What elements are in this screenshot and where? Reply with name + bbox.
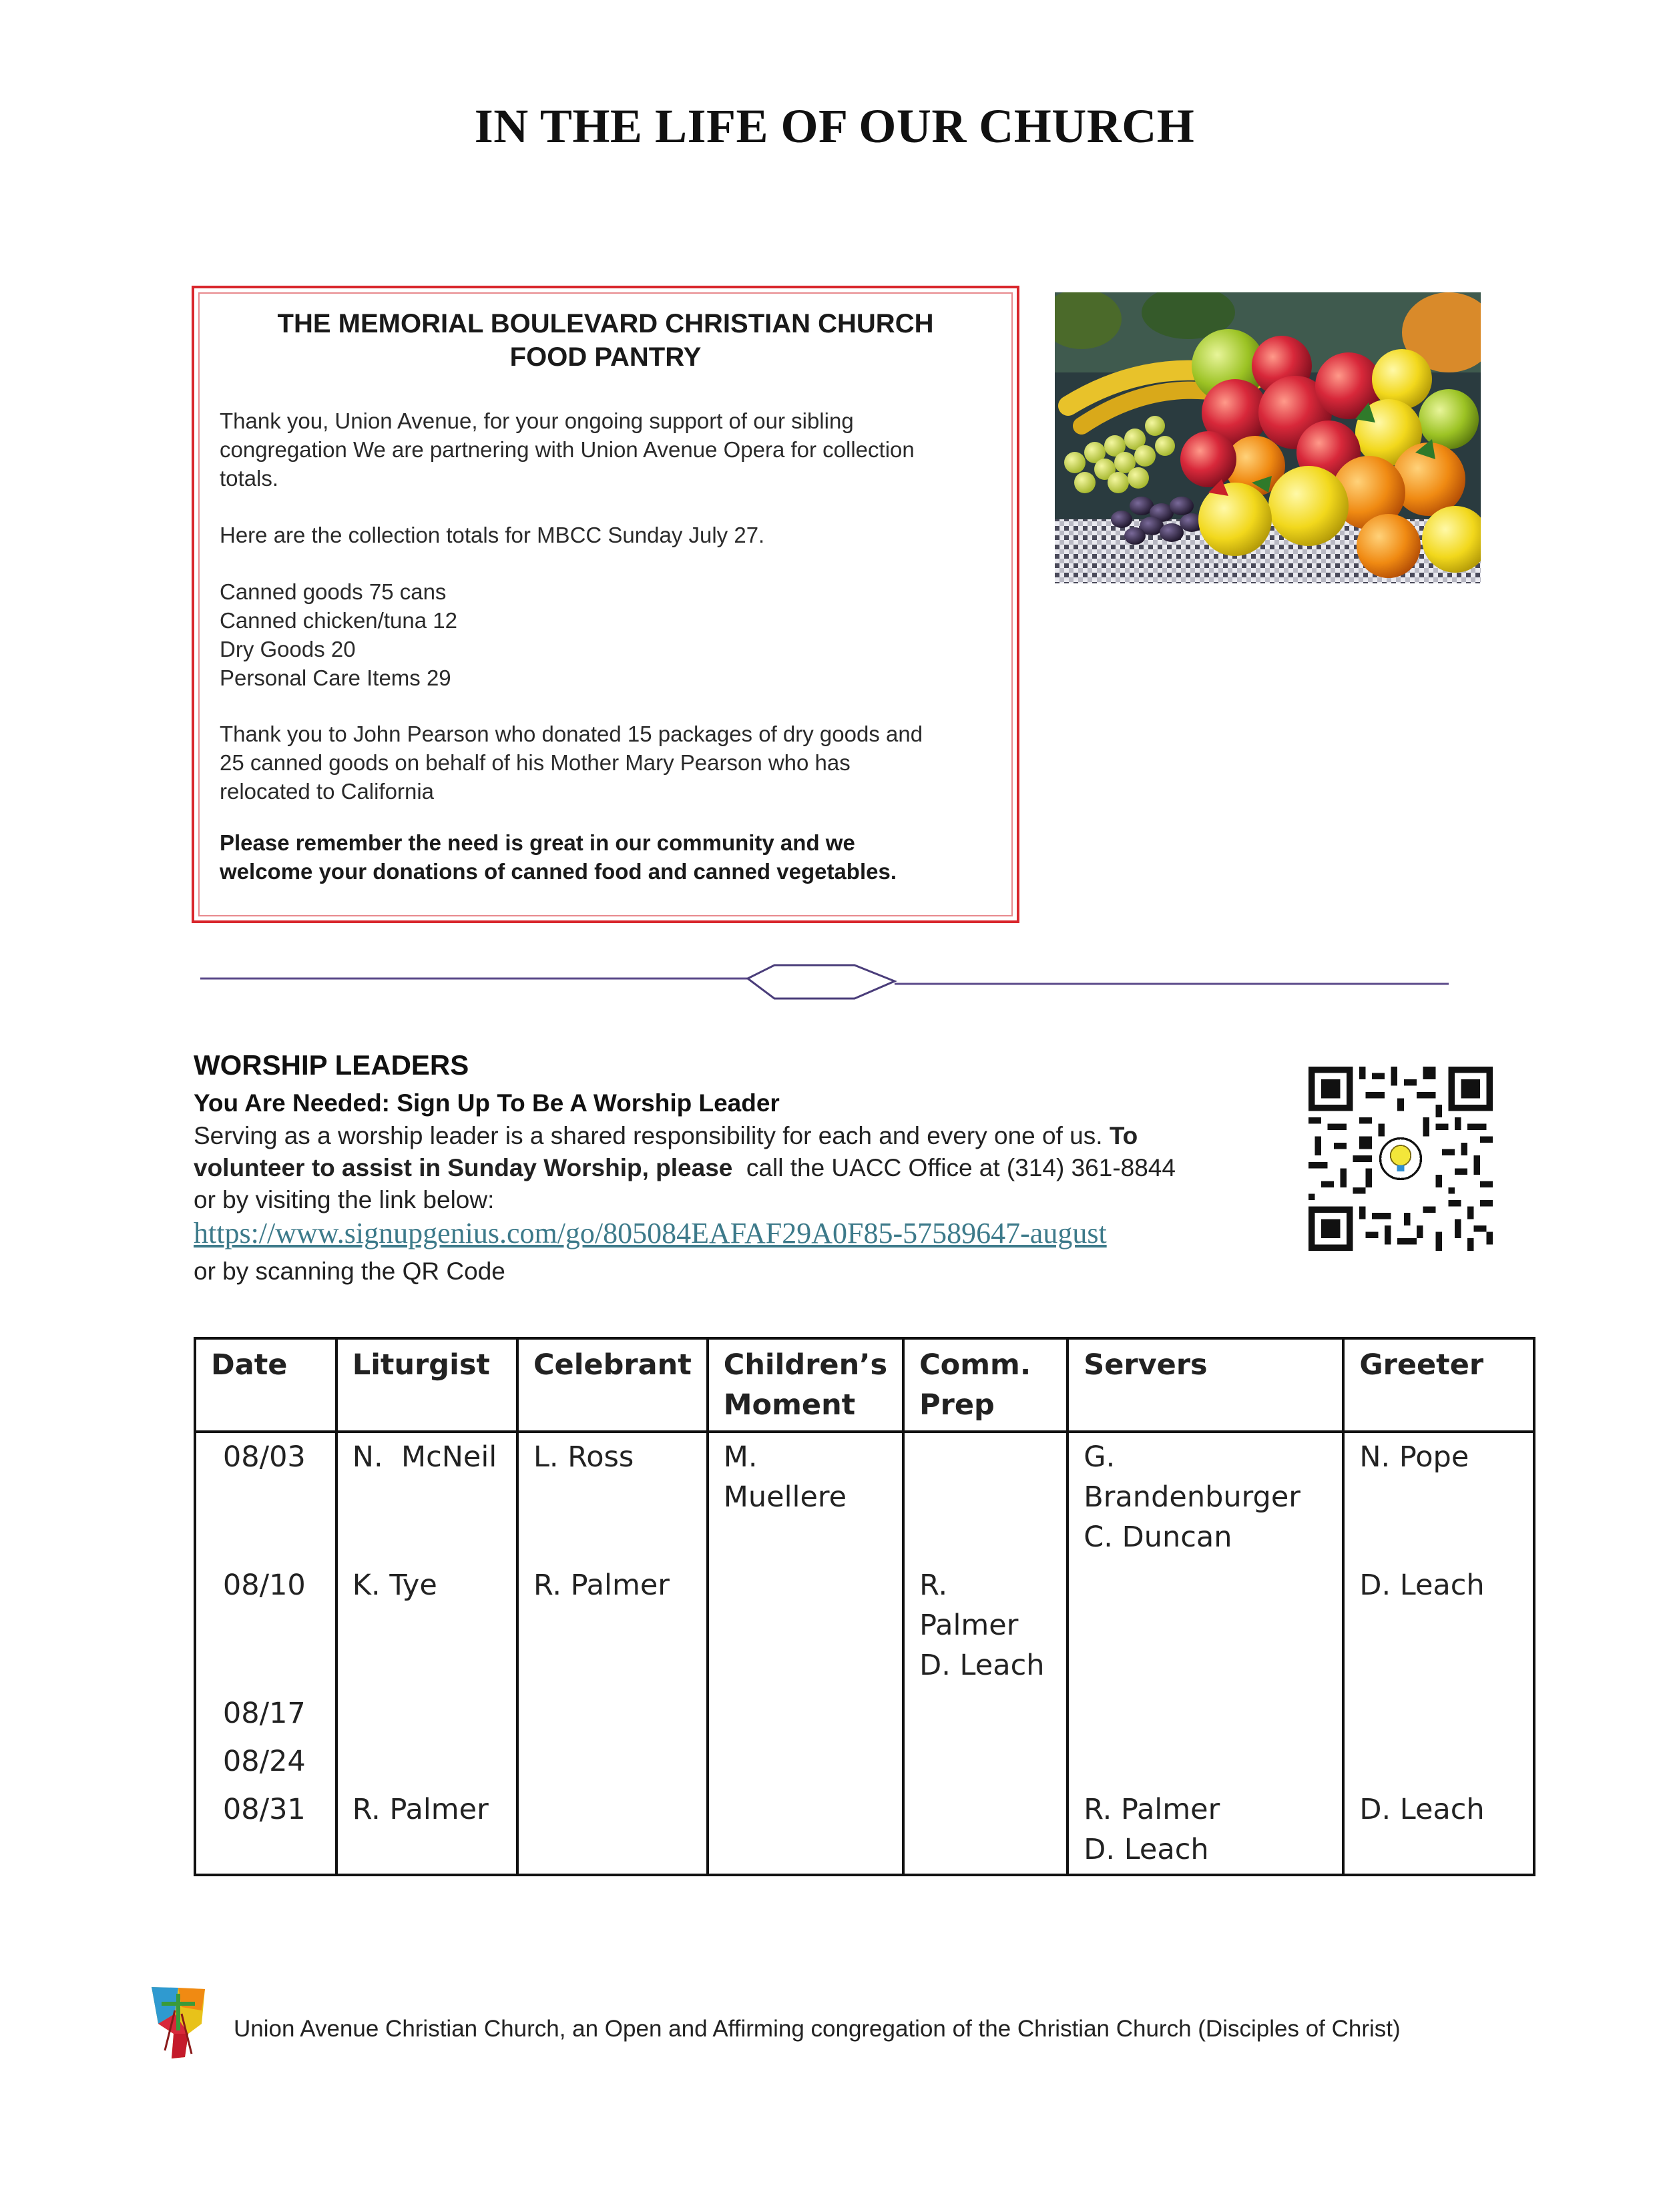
food-pantry-title-line1: THE MEMORIAL BOULEVARD CHRISTIAN CHURCH xyxy=(277,309,934,338)
cell-servers xyxy=(1067,1785,1343,1875)
cell-liturgist: N. McNeil xyxy=(336,1432,517,1561)
pantry-thanks-line: totals. xyxy=(220,466,279,491)
intro-line xyxy=(194,1152,1302,1184)
cell-celebrant: L. Ross xyxy=(517,1432,708,1561)
cell-celebrant: R. Palmer xyxy=(517,1561,708,1689)
cell-date: 08/03 xyxy=(195,1432,336,1561)
cell-text: R. Palmer xyxy=(919,1569,1019,1642)
cell-celebrant xyxy=(517,1689,708,1737)
header-servers: Servers xyxy=(1067,1338,1343,1432)
worship-schedule-table xyxy=(194,1337,1535,1876)
intro-plain-text: Serving as a worship leader is a shared responsibility for each and every one of us. xyxy=(194,1122,1110,1149)
schedule-header-row xyxy=(195,1338,1534,1432)
fruit-basket-photo xyxy=(1055,292,1481,583)
cell-servers xyxy=(1067,1689,1343,1737)
cell-date: 08/17 xyxy=(195,1689,336,1737)
pantry-total-item: Personal Care Items 29 xyxy=(220,665,451,690)
page-title: IN THE LIFE OF OUR CHURCH xyxy=(474,99,1195,153)
church-logo xyxy=(148,1984,208,2060)
footer-text: Union Avenue Christian Church, an Open and Affirming congregation of the Christian Church (Disciples of Christ) xyxy=(234,2016,1401,2042)
cell-comm-prep xyxy=(903,1561,1067,1689)
table-row xyxy=(195,1689,1534,1737)
cell-childrens-moment xyxy=(708,1785,903,1875)
cell-servers xyxy=(1067,1432,1343,1561)
cell-comm-prep xyxy=(903,1785,1067,1875)
header-date: Date xyxy=(195,1338,336,1432)
worship-leaders-heading: WORSHIP LEADERS xyxy=(194,1049,469,1081)
header-text: Children’s xyxy=(723,1348,888,1382)
cell-greeter xyxy=(1343,1737,1534,1785)
cell-date: 08/10 xyxy=(195,1561,336,1689)
cell-childrens-moment: M. Muellere xyxy=(708,1432,903,1561)
header-comm-prep xyxy=(903,1338,1067,1432)
cell-text: D. Leach xyxy=(1084,1833,1209,1866)
cell-greeter xyxy=(1343,1689,1534,1737)
cell-comm-prep xyxy=(903,1737,1067,1785)
cell-date: 08/31 xyxy=(195,1785,336,1875)
header-childrens-moment xyxy=(708,1338,903,1432)
pantry-thanks-line: congregation We are partnering with Union Avenue Opera for collection xyxy=(220,437,915,462)
cell-text: G. Brandenburger xyxy=(1084,1440,1300,1514)
food-pantry-box xyxy=(192,286,1019,923)
pantry-reminder xyxy=(220,828,1001,886)
table-row xyxy=(195,1561,1534,1689)
pantry-donor-paragraph xyxy=(220,720,1001,806)
cell-childrens-moment xyxy=(708,1689,903,1737)
pantry-totals-list xyxy=(220,577,1001,692)
intro-bold-text: volunteer to assist in Sunday Worship, please xyxy=(194,1154,733,1181)
cell-liturgist xyxy=(336,1737,517,1785)
cell-liturgist xyxy=(336,1689,517,1737)
intro-line xyxy=(194,1120,1302,1152)
pantry-totals-intro: Here are the collection totals for MBCC Sunday July 27. xyxy=(220,523,765,547)
pantry-total-item: Canned chicken/tuna 12 xyxy=(220,608,457,633)
qr-instruction: or by scanning the QR Code xyxy=(194,1258,505,1285)
worship-leaders-subheading: You Are Needed: Sign Up To Be A Worship Leader xyxy=(194,1089,780,1117)
signup-link[interactable]: https://www.signupgenius.com/go/805084EAFAF29A0F85-57589647-august xyxy=(194,1217,1107,1250)
intro-visit-text: or by visiting the link below: xyxy=(194,1186,495,1213)
cell-liturgist: R. Palmer xyxy=(336,1785,517,1875)
food-pantry-title-line2: FOOD PANTRY xyxy=(509,342,702,372)
cell-childrens-moment xyxy=(708,1737,903,1785)
table-row xyxy=(195,1737,1534,1785)
cell-date: 08/24 xyxy=(195,1737,336,1785)
cell-childrens-moment xyxy=(708,1561,903,1689)
food-pantry-title xyxy=(194,307,1017,374)
signup-qr-code[interactable] xyxy=(1308,1067,1493,1251)
cell-text: C. Duncan xyxy=(1084,1520,1232,1554)
cell-celebrant xyxy=(517,1785,708,1875)
cell-greeter: D. Leach xyxy=(1343,1785,1534,1875)
cell-greeter: N. Pope xyxy=(1343,1432,1534,1561)
pantry-thanks-line: Thank you, Union Avenue, for your ongoing support of our sibling xyxy=(220,408,854,433)
pantry-thanks-paragraph xyxy=(220,406,1001,493)
table-row xyxy=(195,1432,1534,1561)
pantry-total-item: Dry Goods 20 xyxy=(220,637,356,661)
cell-greeter: D. Leach xyxy=(1343,1561,1534,1689)
section-divider xyxy=(200,954,1449,1008)
cell-comm-prep xyxy=(903,1689,1067,1737)
cell-celebrant xyxy=(517,1737,708,1785)
header-greeter: Greeter xyxy=(1343,1338,1534,1432)
header-liturgist: Liturgist xyxy=(336,1338,517,1432)
pantry-reminder-line: Please remember the need is great in our community and we xyxy=(220,830,855,855)
cell-text: R. Palmer xyxy=(1084,1793,1220,1826)
pantry-donor-line: relocated to California xyxy=(220,779,435,804)
table-row xyxy=(195,1785,1534,1875)
cell-comm-prep xyxy=(903,1432,1067,1561)
cell-servers xyxy=(1067,1561,1343,1689)
header-text: Comm. xyxy=(919,1348,1031,1382)
intro-bold-text: To xyxy=(1109,1122,1138,1149)
cell-text: D. Leach xyxy=(919,1649,1045,1682)
cell-liturgist: K. Tye xyxy=(336,1561,517,1689)
worship-leaders-intro xyxy=(194,1120,1302,1216)
office-phone-text: call the UACC Office at (314) 361-8844 xyxy=(732,1154,1176,1181)
header-text: Moment xyxy=(723,1388,856,1422)
header-celebrant: Celebrant xyxy=(517,1338,708,1432)
pantry-donor-line: 25 canned goods on behalf of his Mother Mary Pearson who has xyxy=(220,750,851,775)
pantry-reminder-line: welcome your donations of canned food and canned vegetables. xyxy=(220,859,897,884)
pantry-total-item: Canned goods 75 cans xyxy=(220,579,447,604)
header-text: Prep xyxy=(919,1388,995,1422)
cell-servers xyxy=(1067,1737,1343,1785)
pantry-donor-line: Thank you to John Pearson who donated 15 packages of dry goods and xyxy=(220,722,923,746)
